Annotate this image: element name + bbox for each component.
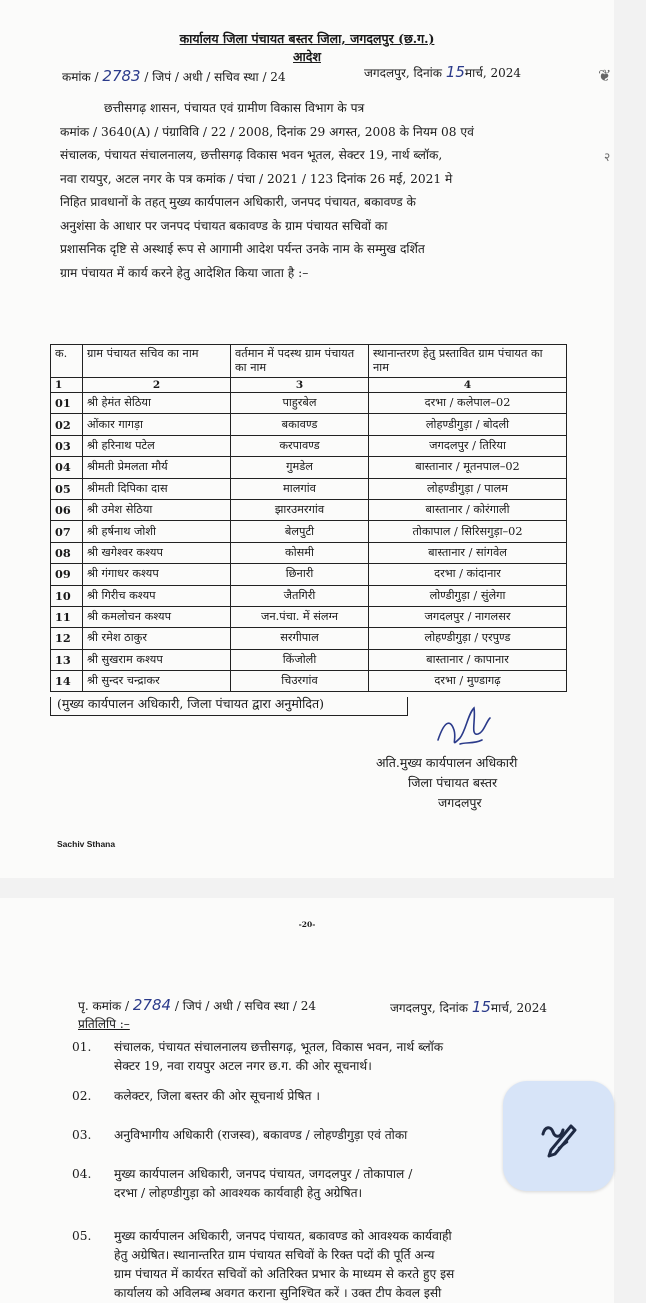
table-row: [51, 414, 567, 435]
body-line: कमांक / 3640(A) / पंग्राविवि / 22 / 2008, दिनांक 29 अगस्त, 2008 के नियम 08 एवं: [60, 124, 474, 139]
item-line: मुख्य कार्यपालन अधिकारी, जनपद पंचायत, जगदलपुर / तोकापाल /: [114, 1167, 413, 1181]
row-current-panchayat: जैतगिरी: [231, 585, 369, 606]
row-proposed-panchayat: बास्तानार / कोरंगाली: [369, 499, 567, 520]
table-row: [51, 393, 567, 414]
row-current-panchayat: बकावण्ड: [231, 414, 369, 435]
item-text: [114, 1227, 594, 1303]
date-handwritten: 15: [471, 998, 491, 1016]
place-date-prefix: जगदलपुर, दिनांक: [364, 66, 442, 80]
row-secretary-name: श्री हरिनाथ पटेल: [83, 435, 231, 456]
ref-handwritten: 2784: [132, 996, 172, 1014]
row-proposed-panchayat: लोण्डीगुड़ा / सुंलेगा: [369, 585, 567, 606]
body-line: छत्तीसगढ़ शासन, पंचायत एवं ग्रामीण विकास विभाग के पत्र: [104, 101, 365, 115]
table-row: [51, 564, 567, 585]
order-title: आदेश: [293, 49, 321, 64]
row-proposed-panchayat: लोहण्डीगुड़ा / बोदली: [369, 414, 567, 435]
row-sno: 08: [51, 542, 83, 563]
row-secretary-name: श्री गिरीच कश्यप: [83, 585, 231, 606]
order-ref-handwritten: 2783: [102, 67, 141, 85]
row-sno: 07: [51, 521, 83, 542]
row-secretary-name: ओंकार गागड़ा: [83, 414, 231, 435]
item-number: 03.: [72, 1128, 92, 1142]
body-line: अनुशंसा के आधार पर जनपद पंचायत बकावण्ड के ग्राम पंचायत सचिवों का: [60, 218, 388, 233]
edit-sparkle-icon: [537, 1114, 581, 1158]
row-secretary-name: श्री हर्षनाथ जोशी: [83, 521, 231, 542]
copy-item: [72, 1227, 592, 1303]
row-secretary-name: श्री सुखराम कश्यप: [83, 649, 231, 670]
date-suffix: मार्च, 2024: [490, 1001, 547, 1015]
header-proposed-panchayat: स्थानान्तरण हेतु प्रस्तावित ग्राम पंचायत का नाम: [369, 345, 567, 378]
row-sno: 06: [51, 499, 83, 520]
signature-scrawl: [430, 700, 500, 760]
header-current-panchayat: वर्तमान में पदस्थ ग्राम पंचायत का नाम: [231, 345, 369, 378]
ref-suffix: / जिपं / अधी / सचिव स्था / 24: [174, 999, 317, 1013]
table-row: [51, 649, 567, 670]
row-proposed-panchayat: तोकापाल / सिरिसगुड़ा–02: [369, 521, 567, 542]
table-row: [51, 521, 567, 542]
row-secretary-name: श्री रमेश ठाकुर: [83, 628, 231, 649]
row-current-panchayat: कोसमी: [231, 542, 369, 563]
copy-reference: [78, 996, 316, 1014]
row-secretary-name: श्रीमती प्रेमलता मौर्य: [83, 457, 231, 478]
row-sno: 05: [51, 478, 83, 499]
item-line: संचालक, पंचायत संचालनालय छत्तीसगढ़, भूतल, विकास भवन, नार्थ ब्लॉक: [114, 1040, 444, 1054]
table-column-numbers: [51, 378, 567, 393]
row-secretary-name: श्री उमेश सेठिया: [83, 499, 231, 520]
item-line: ग्राम पंचायत में कार्यरत सचिवों को अतिरिक्त प्रभार के माध्यम से करते हुए इस: [114, 1267, 455, 1281]
row-secretary-name: श्री कमलोचन कश्यप: [83, 606, 231, 627]
row-sno: 12: [51, 628, 83, 649]
table-row: [51, 585, 567, 606]
approval-note: (मुख्य कार्यपालन अधिकारी, जिला पंचायत द्वारा अनुमोदित): [57, 696, 324, 711]
row-proposed-panchayat: दरभा / कांदानार: [369, 564, 567, 585]
row-sno: 13: [51, 649, 83, 670]
row-secretary-name: श्री गंगाधर कश्यप: [83, 564, 231, 585]
row-proposed-panchayat: जगदलपुर / नागलसर: [369, 606, 567, 627]
row-proposed-panchayat: बास्तानार / कापानार: [369, 649, 567, 670]
row-sno: 09: [51, 564, 83, 585]
date-handwritten: 15: [445, 63, 465, 81]
signatory-designation: अति.मुख्य कार्यपालन अधिकारी: [376, 755, 518, 770]
row-proposed-panchayat: दरभा / मुण्डागढ़: [369, 671, 567, 692]
item-number: 05.: [72, 1229, 92, 1243]
signatory-block: [376, 753, 517, 813]
item-number: 04.: [72, 1167, 92, 1181]
order-body: [60, 97, 560, 285]
item-line: कलेक्टर, जिला बस्तर की ओर सूचनार्थ प्रेषित ।: [114, 1089, 320, 1103]
table-row: [51, 628, 567, 649]
page-number: -20-: [298, 920, 316, 929]
row-proposed-panchayat: बास्तानार / सांगवेल: [369, 542, 567, 563]
signatory-place: जगदलपुर: [438, 795, 482, 810]
order-ref-prefix: कमांक /: [62, 70, 99, 84]
col-number: 1: [51, 378, 83, 393]
body-line: संचालक, पंचायत संचालनालय, छत्तीसगढ़ विकास भवन भूतल, सेक्टर 19, नार्थ ब्लॉक,: [60, 148, 443, 162]
edge-mark: २: [604, 150, 611, 164]
row-sno: 01: [51, 393, 83, 414]
item-number: 02.: [72, 1089, 92, 1103]
col-number: 2: [83, 378, 231, 393]
row-proposed-panchayat: बास्तानार / मूतनपाल–02: [369, 457, 567, 478]
header-sno: क.: [51, 345, 83, 378]
row-current-panchayat: मालगांव: [231, 478, 369, 499]
footer-tag: Sachiv Sthana: [57, 839, 116, 849]
row-proposed-panchayat: लोहण्डीगुड़ा / पालम: [369, 478, 567, 499]
row-secretary-name: श्रीमती दिपिका दास: [83, 478, 231, 499]
item-line: हेतु अग्रेषित। स्थानान्तरित ग्राम पंचायत सचिवों के रिक्त पदों की पूर्ति अन्य: [114, 1248, 435, 1262]
row-sno: 14: [51, 671, 83, 692]
table-row: [51, 499, 567, 520]
item-line: सेक्टर 19, नवा रायपुर अटल नगर छ.ग. की ओर सूचनार्थ।: [114, 1059, 372, 1073]
row-current-panchayat: जन.पंचा. में संलग्न: [231, 606, 369, 627]
table-row: [51, 478, 567, 499]
copy-item: [72, 1038, 592, 1078]
table-header-row: [51, 345, 567, 378]
edit-fab-button[interactable]: [503, 1081, 614, 1191]
transfer-table: [50, 344, 567, 692]
row-current-panchayat: सरगीपाल: [231, 628, 369, 649]
item-line: अनुविभागीय अधिकारी (राजस्व), बकावण्ड / लोहण्डीगुड़ा एवं तोका: [114, 1128, 408, 1142]
order-date: [364, 63, 521, 81]
row-proposed-panchayat: दरभा / कलेपाल–02: [369, 393, 567, 414]
row-secretary-name: श्री हेमंत सेठिया: [83, 393, 231, 414]
ref-prefix: पृ. कमांक /: [78, 999, 130, 1013]
place-date-prefix: जगदलपुर, दिनांक: [390, 1001, 468, 1015]
row-sno: 04: [51, 457, 83, 478]
table-row: [51, 435, 567, 456]
edge-mark: ❦: [598, 66, 612, 85]
order-ref-suffix: / जिपं / अधी / सचिव स्था / 24: [144, 70, 286, 84]
row-sno: 02: [51, 414, 83, 435]
table-row: [51, 457, 567, 478]
row-current-panchayat: किंजोली: [231, 649, 369, 670]
row-sno: 03: [51, 435, 83, 456]
row-current-panchayat: पाहुरबेल: [231, 393, 369, 414]
row-sno: 10: [51, 585, 83, 606]
body-line: प्रशासनिक दृष्टि से अस्थाई रूप से आगामी आदेश पर्यन्त उनके नाम के सम्मुख दर्शित: [60, 242, 425, 256]
table-row: [51, 606, 567, 627]
body-line: ग्राम पंचायत में कार्य करने हेतु आदेशित किया जाता है :–: [60, 265, 309, 280]
body-line: नवा रायपुर, अटल नगर के पत्र कमांक / पंचा / 2021 / 123 दिनांक 26 मई, 2021 मे: [60, 171, 453, 186]
row-secretary-name: श्री सुन्दर चन्द्राकर: [83, 671, 231, 692]
item-number: 01.: [72, 1040, 92, 1054]
table-row: [51, 542, 567, 563]
row-current-panchayat: झारउमरगांव: [231, 499, 369, 520]
table-row: [51, 671, 567, 692]
body-line: निहित प्रावधानों के तहत् मुख्य कार्यपालन अधिकारी, जनपद पंचायत, बकावण्ड के: [60, 195, 416, 209]
col-number: 3: [231, 378, 369, 393]
order-reference: [62, 67, 286, 85]
item-text: [114, 1038, 594, 1076]
header-secretary-name: ग्राम पंचायत सचिव का नाम: [83, 345, 231, 378]
row-current-panchayat: करपावण्ड: [231, 435, 369, 456]
row-proposed-panchayat: जगदलपुर / तिरिया: [369, 435, 567, 456]
copy-date: [390, 998, 547, 1016]
row-proposed-panchayat: लोहण्डीगुड़ा / एरपुण्ड: [369, 628, 567, 649]
row-current-panchayat: गुमडेल: [231, 457, 369, 478]
item-line: दरभा / लोहण्डीगुड़ा को आवश्यक कार्यवाही हेतु अग्रेषित।: [114, 1186, 363, 1200]
copy-label: प्रतिलिपि :–: [78, 1017, 130, 1031]
item-line: मुख्य कार्यपालन अधिकारी, जनपद पंचायत, बकावण्ड को आवश्यक कार्यवाही: [114, 1229, 452, 1243]
signatory-office: जिला पंचायत बस्तर: [408, 775, 498, 790]
row-secretary-name: श्री खगेश्वर कश्यप: [83, 542, 231, 563]
office-title: कार्यालय जिला पंचायत बस्तर जिला, जगदलपुर (छ.ग.): [179, 31, 435, 46]
item-line: कार्यालय को अविलम्ब अवगत कराना सुनिश्चित करें । उक्त टीप केवल इसी: [114, 1286, 442, 1300]
row-current-panchayat: बेलपुटी: [231, 521, 369, 542]
row-current-panchayat: चिउरगांव: [231, 671, 369, 692]
col-number: 4: [369, 378, 567, 393]
date-suffix: मार्च, 2024: [464, 66, 521, 80]
row-current-panchayat: छिनारी: [231, 564, 369, 585]
row-sno: 11: [51, 606, 83, 627]
